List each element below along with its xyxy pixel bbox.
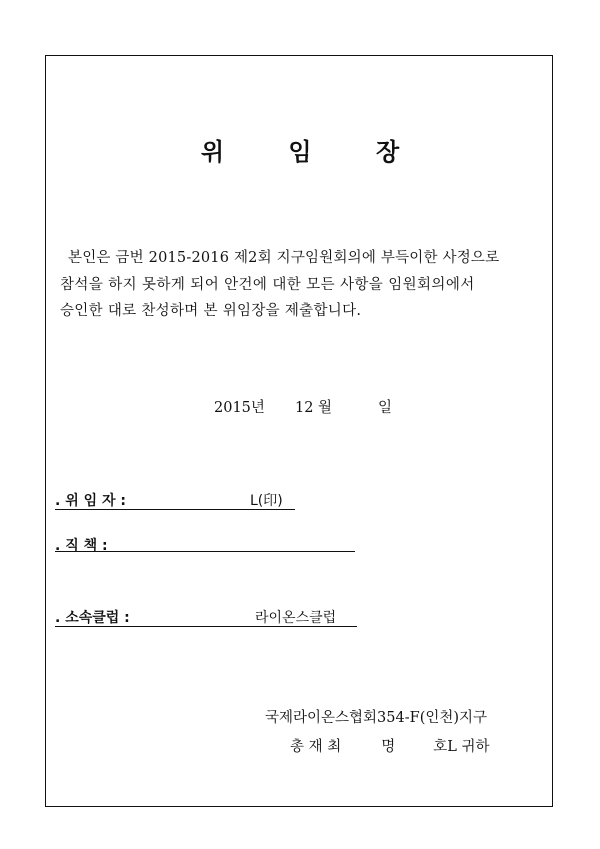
addressee-part-1: 총 재 최	[290, 739, 342, 755]
club-value: 라이온스클럽	[255, 610, 337, 626]
body-line-3: 승인한 대로 찬성하며 본 위임장을 제출합니다.	[60, 303, 362, 319]
body-line-1: 본인은 금번 2015-2016 제2회 지구임원회의에 부득이한 사정으로	[68, 250, 500, 266]
club-label: . 소속클럽 :	[55, 610, 130, 626]
date-day: 일	[378, 400, 393, 416]
footer-organization: 국제라이온스협회354-F(인천)지구	[265, 710, 488, 726]
date-month: 12 월	[295, 400, 333, 416]
delegator-label: . 위 임 자 :	[55, 493, 126, 509]
delegator-value: L(印)	[250, 493, 283, 509]
date-year: 2015년	[214, 400, 265, 416]
position-label: . 직 책 :	[55, 538, 108, 554]
footer-addressee	[290, 735, 490, 756]
document-border	[45, 55, 553, 807]
document-title: 위 임 장	[200, 137, 428, 166]
addressee-part-2: 명	[381, 739, 396, 755]
body-line-2: 참석을 하지 못하게 되어 안건에 대한 모든 사항을 임원회의에서	[60, 277, 475, 293]
addressee-part-3: 호L 귀하	[433, 739, 490, 755]
position-underline	[55, 551, 355, 552]
